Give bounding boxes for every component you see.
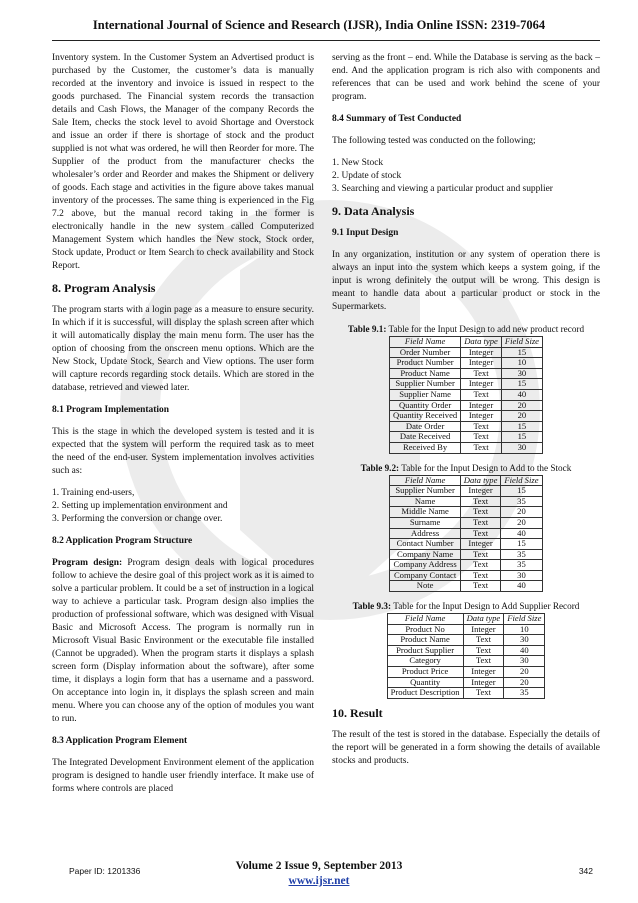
table-cell: Text: [460, 581, 501, 592]
table-cell: 30: [504, 635, 545, 646]
paragraph: Inventory system. In the Customer System an Advertised product is purchased by the Customer, the customer’s data is manually recorded at the inventory and invoice is issued in respect to the goods purchased. The Financial system records the transaction details and Cash Flows, the Manager of the company Records the Sale Item, checks the stock level to avoid Shortage and Overstock and issue an order if there is shortage of stock and the product supplied is not what was ordered, he will then Reorder for more. The Supplier of the product from the manufacturer checks the wholesaler’s order and Reorder and makes the Shipment or delivery of goods. Each stage and activities in the figure above takes manual inventory of the processes. The same thing is experienced in the Fig 7.2 above, but the manual record taking in the former is electronically handle in the new system called Computerized Management System which handles the New stock, Stock order, Stock update, Product or Item Search to check availability and Stock Report.: [52, 53, 314, 271]
table-cell: Product Number: [390, 358, 461, 369]
table-cell: Text: [463, 656, 504, 667]
table-cell: Date Received: [390, 432, 461, 443]
table-cell: 15: [501, 539, 542, 550]
table-cell: 20: [504, 667, 545, 678]
table-row: [387, 688, 545, 699]
table-row: [390, 549, 542, 560]
table-cell: Text: [463, 635, 504, 646]
table-cell: 20: [501, 400, 542, 411]
subsection-heading-program-implementation: 8.1 Program Implementation: [52, 405, 169, 415]
table-cell: 15: [501, 486, 542, 497]
table-cell: 10: [504, 624, 545, 635]
column-header: Field Size: [501, 475, 542, 486]
table-cell: 20: [501, 507, 542, 518]
list-item: 2. Update of stock: [332, 171, 402, 181]
table-caption-text: Table for the Input Design to Add Supplier Record: [391, 601, 580, 612]
table-cell: 40: [504, 645, 545, 656]
column-header: Field Name: [390, 337, 461, 348]
table-cell: Integer: [461, 358, 502, 369]
table-cell: Text: [461, 442, 502, 453]
implementation-activities-list: [52, 487, 314, 526]
paragraph: The following tested was conducted on the following;: [332, 136, 536, 146]
journal-website-link[interactable]: www.ijsr.net: [288, 875, 350, 887]
column-header: Field Name: [387, 614, 463, 625]
table-row: [390, 539, 542, 550]
table-cell: Text: [463, 645, 504, 656]
table-cell: Contact Number: [390, 539, 460, 550]
table-cell: Received By: [390, 442, 461, 453]
table-cell: Address: [390, 528, 460, 539]
list-item: 1. New Stock: [332, 158, 384, 168]
table-row: [390, 411, 543, 422]
table-cell: Text: [460, 496, 501, 507]
table-label: Table 9.2:: [360, 462, 400, 473]
table-cell: Date Order: [390, 421, 461, 432]
table-row: [390, 528, 542, 539]
subsection-heading-program-element: 8.3 Application Program Element: [52, 736, 188, 746]
table-cell: Integer: [461, 400, 502, 411]
table-cell: Text: [460, 528, 501, 539]
table-cell: Text: [460, 570, 501, 581]
table-caption: [332, 600, 600, 612]
table-cell: 40: [501, 389, 542, 400]
column-header: Data type: [460, 475, 501, 486]
table-cell: Company Address: [390, 560, 460, 571]
program-design-lead: Program design:: [52, 558, 123, 568]
paragraph: This is the stage in which the developed system is tested and it is expected that the system will perform the required task as to meet the need of the end-user. System implementation involves activities such as:: [52, 427, 314, 476]
subsection-heading-test-summary: 8.4 Summary of Test Conducted: [332, 114, 462, 124]
section-heading-program-analysis: 8. Program Analysis: [52, 281, 156, 295]
table-cell: Category: [387, 656, 463, 667]
table-row: [390, 581, 542, 592]
table-cell: Product Supplier: [387, 645, 463, 656]
table-cell: Company Contact: [390, 570, 460, 581]
table-row: [390, 358, 543, 369]
table-row: [390, 507, 542, 518]
table-row: [390, 379, 543, 390]
table-cell: Text: [460, 507, 501, 518]
table-cell: Text: [460, 549, 501, 560]
table-cell: 30: [501, 442, 542, 453]
paragraph: The program starts with a login page as a measure to ensure security. In which if it is successful, will display the splash screen after which it will automatically display the main menu form. The user has the option of choosing from the onscreen menu options. Which are the New Stock, Update Stock, Search and View options. The user form will capture records regarding stock details. Which are stored in the database, retrieved and viewed later.: [52, 305, 314, 393]
table-row: [387, 635, 545, 646]
table-cell: 35: [504, 688, 545, 699]
table-row: [387, 645, 545, 656]
paper-id: Paper ID: 1201336: [69, 866, 141, 876]
table-cell: 40: [501, 581, 542, 592]
header-divider: [52, 40, 600, 41]
table-label: Table 9.1:: [347, 324, 387, 334]
table-cell: Note: [390, 581, 460, 592]
list-item: 2. Setting up implementation environment and: [52, 501, 228, 511]
table-cell: Company Name: [390, 549, 460, 560]
subsection-heading-program-structure: 8.2 Application Program Structure: [52, 536, 193, 546]
table-cell: 10: [501, 358, 542, 369]
column-header: Field Size: [504, 614, 545, 625]
table-caption-text: Table for the Input Design to Add to the Stock: [399, 462, 572, 473]
table-cell: 30: [504, 656, 545, 667]
list-item: 3. Performing the conversion or change over.: [52, 514, 223, 524]
column-header: Field Size: [501, 337, 542, 348]
table-row: [387, 624, 545, 635]
table-row: [390, 560, 542, 571]
table-cell: Text: [463, 688, 504, 699]
table-cell: 35: [501, 549, 542, 560]
table-label: Table 9.3:: [352, 601, 392, 612]
section-heading-result: 10. Result: [332, 705, 383, 720]
table-row: [387, 656, 545, 667]
table-cell: Integer: [463, 624, 504, 635]
subsection-heading-input-design: 9.1 Input Design: [332, 228, 399, 238]
table-cell: Product Description: [387, 688, 463, 699]
table-row: [390, 517, 542, 528]
paragraph: The Integrated Development Environment element of the application program is designed to handle user friendly interface. It make use of forms where controls are placed: [52, 758, 314, 794]
table-row: [387, 677, 545, 688]
table-cell: Integer: [463, 667, 504, 678]
table-cell: Surname: [390, 517, 460, 528]
list-item: 3. Searching and viewing a particular product and supplier: [332, 184, 553, 194]
table-cell: Integer: [460, 539, 501, 550]
table-row: [390, 432, 543, 443]
table-cell: Text: [461, 432, 502, 443]
table-row: [390, 400, 543, 411]
table-cell: Quantity: [387, 677, 463, 688]
table-cell: 15: [501, 421, 542, 432]
table-cell: Integer: [461, 379, 502, 390]
table-cell: Supplier Number: [390, 379, 461, 390]
column-header: Field Name: [390, 475, 460, 486]
page-number: 342: [578, 866, 593, 876]
list-item: 1. Training end-users,: [52, 488, 135, 498]
table-new-product-record: [389, 336, 543, 454]
table-cell: Text: [461, 421, 502, 432]
section-heading-data-analysis: 9. Data Analysis: [332, 204, 415, 218]
table-cell: 40: [501, 528, 542, 539]
table-cell: 20: [501, 411, 542, 422]
table-cell: Product No: [387, 624, 463, 635]
table-add-supplier-record: [387, 613, 546, 699]
tests-list: [332, 157, 600, 196]
table-row: [390, 368, 543, 379]
table-row: [387, 667, 545, 678]
table-row: [390, 347, 543, 358]
table-cell: Integer: [461, 347, 502, 358]
table-cell: Text: [460, 560, 501, 571]
table-cell: Product Name: [390, 368, 461, 379]
table-row: [390, 570, 542, 581]
paragraph: serving as the front – end. While the Database is serving as the back – end. And the application program is rich also with components and references that can be used and work behind the scene of your program.: [332, 53, 600, 102]
table-cell: Order Number: [390, 347, 461, 358]
table-cell: Integer: [461, 411, 502, 422]
table-caption: [332, 323, 600, 335]
table-cell: 30: [501, 368, 542, 379]
table-cell: Middle Name: [390, 507, 460, 518]
table-add-to-stock: [389, 475, 542, 593]
left-column: [52, 52, 314, 805]
table-cell: Integer: [460, 486, 501, 497]
table-cell: Text: [460, 517, 501, 528]
table-cell: Product Price: [387, 667, 463, 678]
table-cell: 15: [501, 379, 542, 390]
table-caption: [332, 462, 600, 474]
column-header: Data type: [463, 614, 504, 625]
paragraph: [52, 557, 314, 726]
table-row: [390, 496, 542, 507]
table-cell: 15: [501, 347, 542, 358]
table-cell: 15: [501, 432, 542, 443]
paragraph: The result of the test is stored in the database. Especially the details of the report will be generated in a form showing the details of available stocks and products.: [332, 729, 600, 766]
table-row: [390, 421, 543, 432]
volume-issue: Volume 2 Issue 9, September 2013: [235, 860, 403, 872]
table-cell: Supplier Name: [390, 389, 461, 400]
table-cell: Quantity Received: [390, 411, 461, 422]
table-cell: Text: [461, 389, 502, 400]
table-row: [390, 442, 543, 453]
table-cell: Quantity Order: [390, 400, 461, 411]
paragraph: In any organization, institution or any system of operation there is always an input into the system which keeps a system going, if the input is wrong definitely the output will be wrong. This design is meant to handle data about a particular product or stock in the Supermarkets.: [332, 250, 600, 312]
table-cell: Product Name: [387, 635, 463, 646]
table-cell: 20: [504, 677, 545, 688]
right-column: [332, 52, 600, 777]
journal-header: International Journal of Science and Research (IJSR), India Online ISSN: 2319-7064: [92, 18, 546, 32]
program-design-text: Program design deals with logical procedures follow to achieve the desire goal of this project work as it is aimed to solve a particular problem. It could be a set of instruction in a logical way to achieve a particular task. Program design also implies the production of professional software, which was designed with Visual Basic and Microsoft Access. The program is normally run in Microsoft Visual Basic Environment or the executable file installed (Cannot be upgraded). When the program starts it displays a splash screen form (Display information about the software), after some time, it displays a login form that has a username and a password. On acceptance into login in, it displays the splash screen and main menu. Where you can choose any of the option of modules you want to run.: [52, 558, 314, 724]
table-cell: 35: [501, 496, 542, 507]
table-cell: Name: [390, 496, 460, 507]
table-caption-text: Table for the Input Design to add new product record: [386, 324, 585, 334]
table-cell: 35: [501, 560, 542, 571]
table-cell: 20: [501, 517, 542, 528]
table-row: [390, 486, 542, 497]
table-cell: 30: [501, 570, 542, 581]
table-cell: Integer: [463, 677, 504, 688]
table-row: [390, 389, 543, 400]
table-cell: Text: [461, 368, 502, 379]
column-header: Data type: [461, 337, 502, 348]
table-cell: Supplier Number: [390, 486, 460, 497]
